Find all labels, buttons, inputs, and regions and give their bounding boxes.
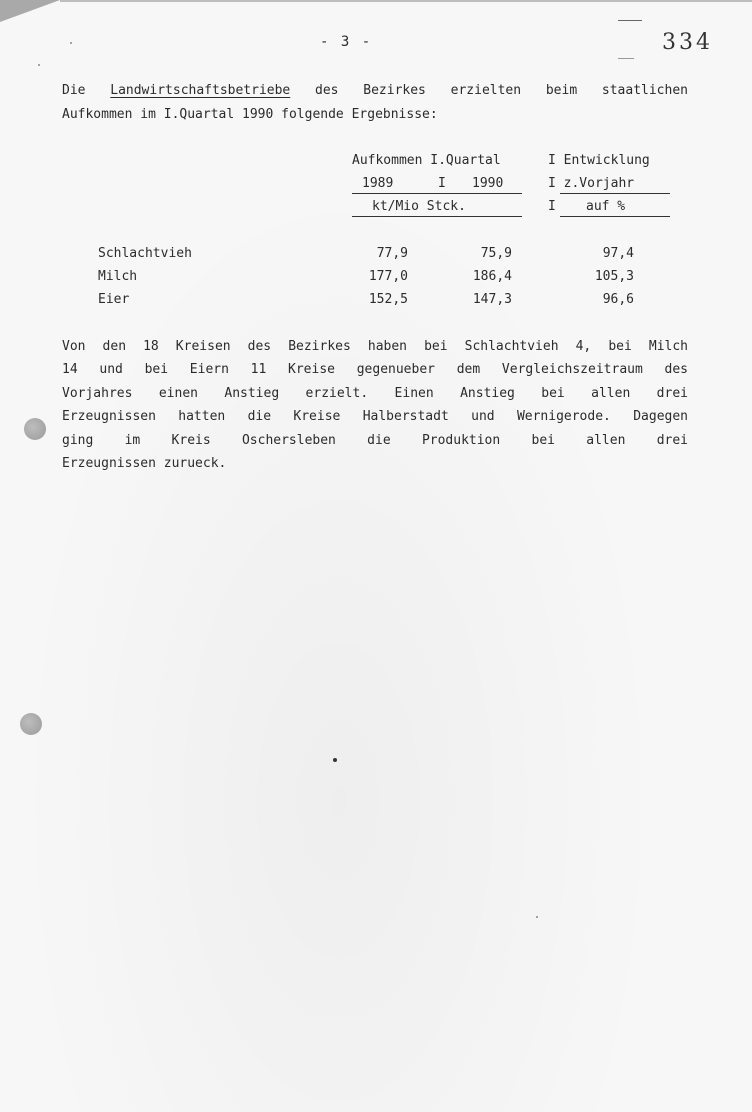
paragraph-line: ging im Kreis Oschersleben die Produktion bei allen drei (62, 433, 688, 448)
table-cell-change: 97,4 (602, 246, 634, 261)
table-head-rule (352, 216, 522, 217)
paragraph-line: Vorjahres einen Anstieg erzielt. Einen Anstieg bei allen drei (62, 386, 688, 401)
table-head-separator: I (548, 199, 556, 214)
archive-stamp-number: 334 (662, 30, 713, 55)
table-cell-1989: 77,9 (376, 246, 408, 261)
paper-speck (70, 42, 72, 44)
table-row-label: Eier (98, 292, 130, 307)
table-head-development: I Entwicklung (548, 153, 650, 168)
paper-speck (536, 916, 538, 918)
table-head-year-1989: 1989 (362, 176, 394, 191)
table-cell-1990: 186,4 (472, 269, 512, 284)
ink-dot (333, 758, 337, 762)
table-cell-1989: 152,5 (368, 292, 408, 307)
page-number: - 3 - (320, 34, 373, 50)
paragraph-line: Erzeugnissen hatten die Kreise Halberstadt und Wernigerode. Dagegen (62, 409, 688, 424)
intro-line-2: Aufkommen im I.Quartal 1990 folgende Ergebnisse: (62, 107, 438, 122)
punch-hole (24, 418, 46, 440)
table-head-percent-unit: auf % (586, 199, 626, 214)
table-head-rule (560, 193, 670, 194)
table-cell-change: 105,3 (594, 269, 634, 284)
stamp-mark-line (618, 58, 634, 59)
table-head-year-1990: 1990 (472, 176, 504, 191)
table-cell-1990: 75,9 (480, 246, 512, 261)
intro-line-1 (62, 83, 688, 98)
table-row-label: Milch (98, 269, 138, 284)
table-row-label: Schlachtvieh (98, 246, 192, 261)
paragraph-line: 14 und bei Eiern 11 Kreise gegenueber dem Vergleichszeitraum des (62, 362, 688, 377)
intro-suffix: des Bezirkes erzielten beim staatlichen (290, 83, 688, 98)
paragraph-last-line: Erzeugnissen zurueck. (62, 456, 227, 471)
table-head-rule (352, 193, 522, 194)
intro-prefix: Die (62, 83, 111, 98)
table-head-period: Aufkommen I.Quartal (352, 153, 501, 168)
intro-underlined-term: Landwirtschaftsbetriebe (110, 83, 291, 98)
page-top-edge (60, 0, 752, 2)
table-cell-1990: 147,3 (472, 292, 512, 307)
table-head-vs-previous-year: I z.Vorjahr (548, 176, 635, 191)
paper-speck (38, 64, 40, 66)
page-corner-fold (0, 0, 60, 22)
stamp-mark-line (618, 20, 642, 23)
punch-hole (20, 713, 42, 735)
table-cell-change: 96,6 (602, 292, 634, 307)
table-head-rule (560, 216, 670, 217)
paragraph-line: Von den 18 Kreisen des Bezirkes haben bei Schlachtvieh 4, bei Milch (62, 339, 688, 354)
table-cell-1989: 177,0 (368, 269, 408, 284)
table-head-separator: I (438, 176, 446, 191)
table-head-unit: kt/Mio Stck. (372, 199, 466, 214)
